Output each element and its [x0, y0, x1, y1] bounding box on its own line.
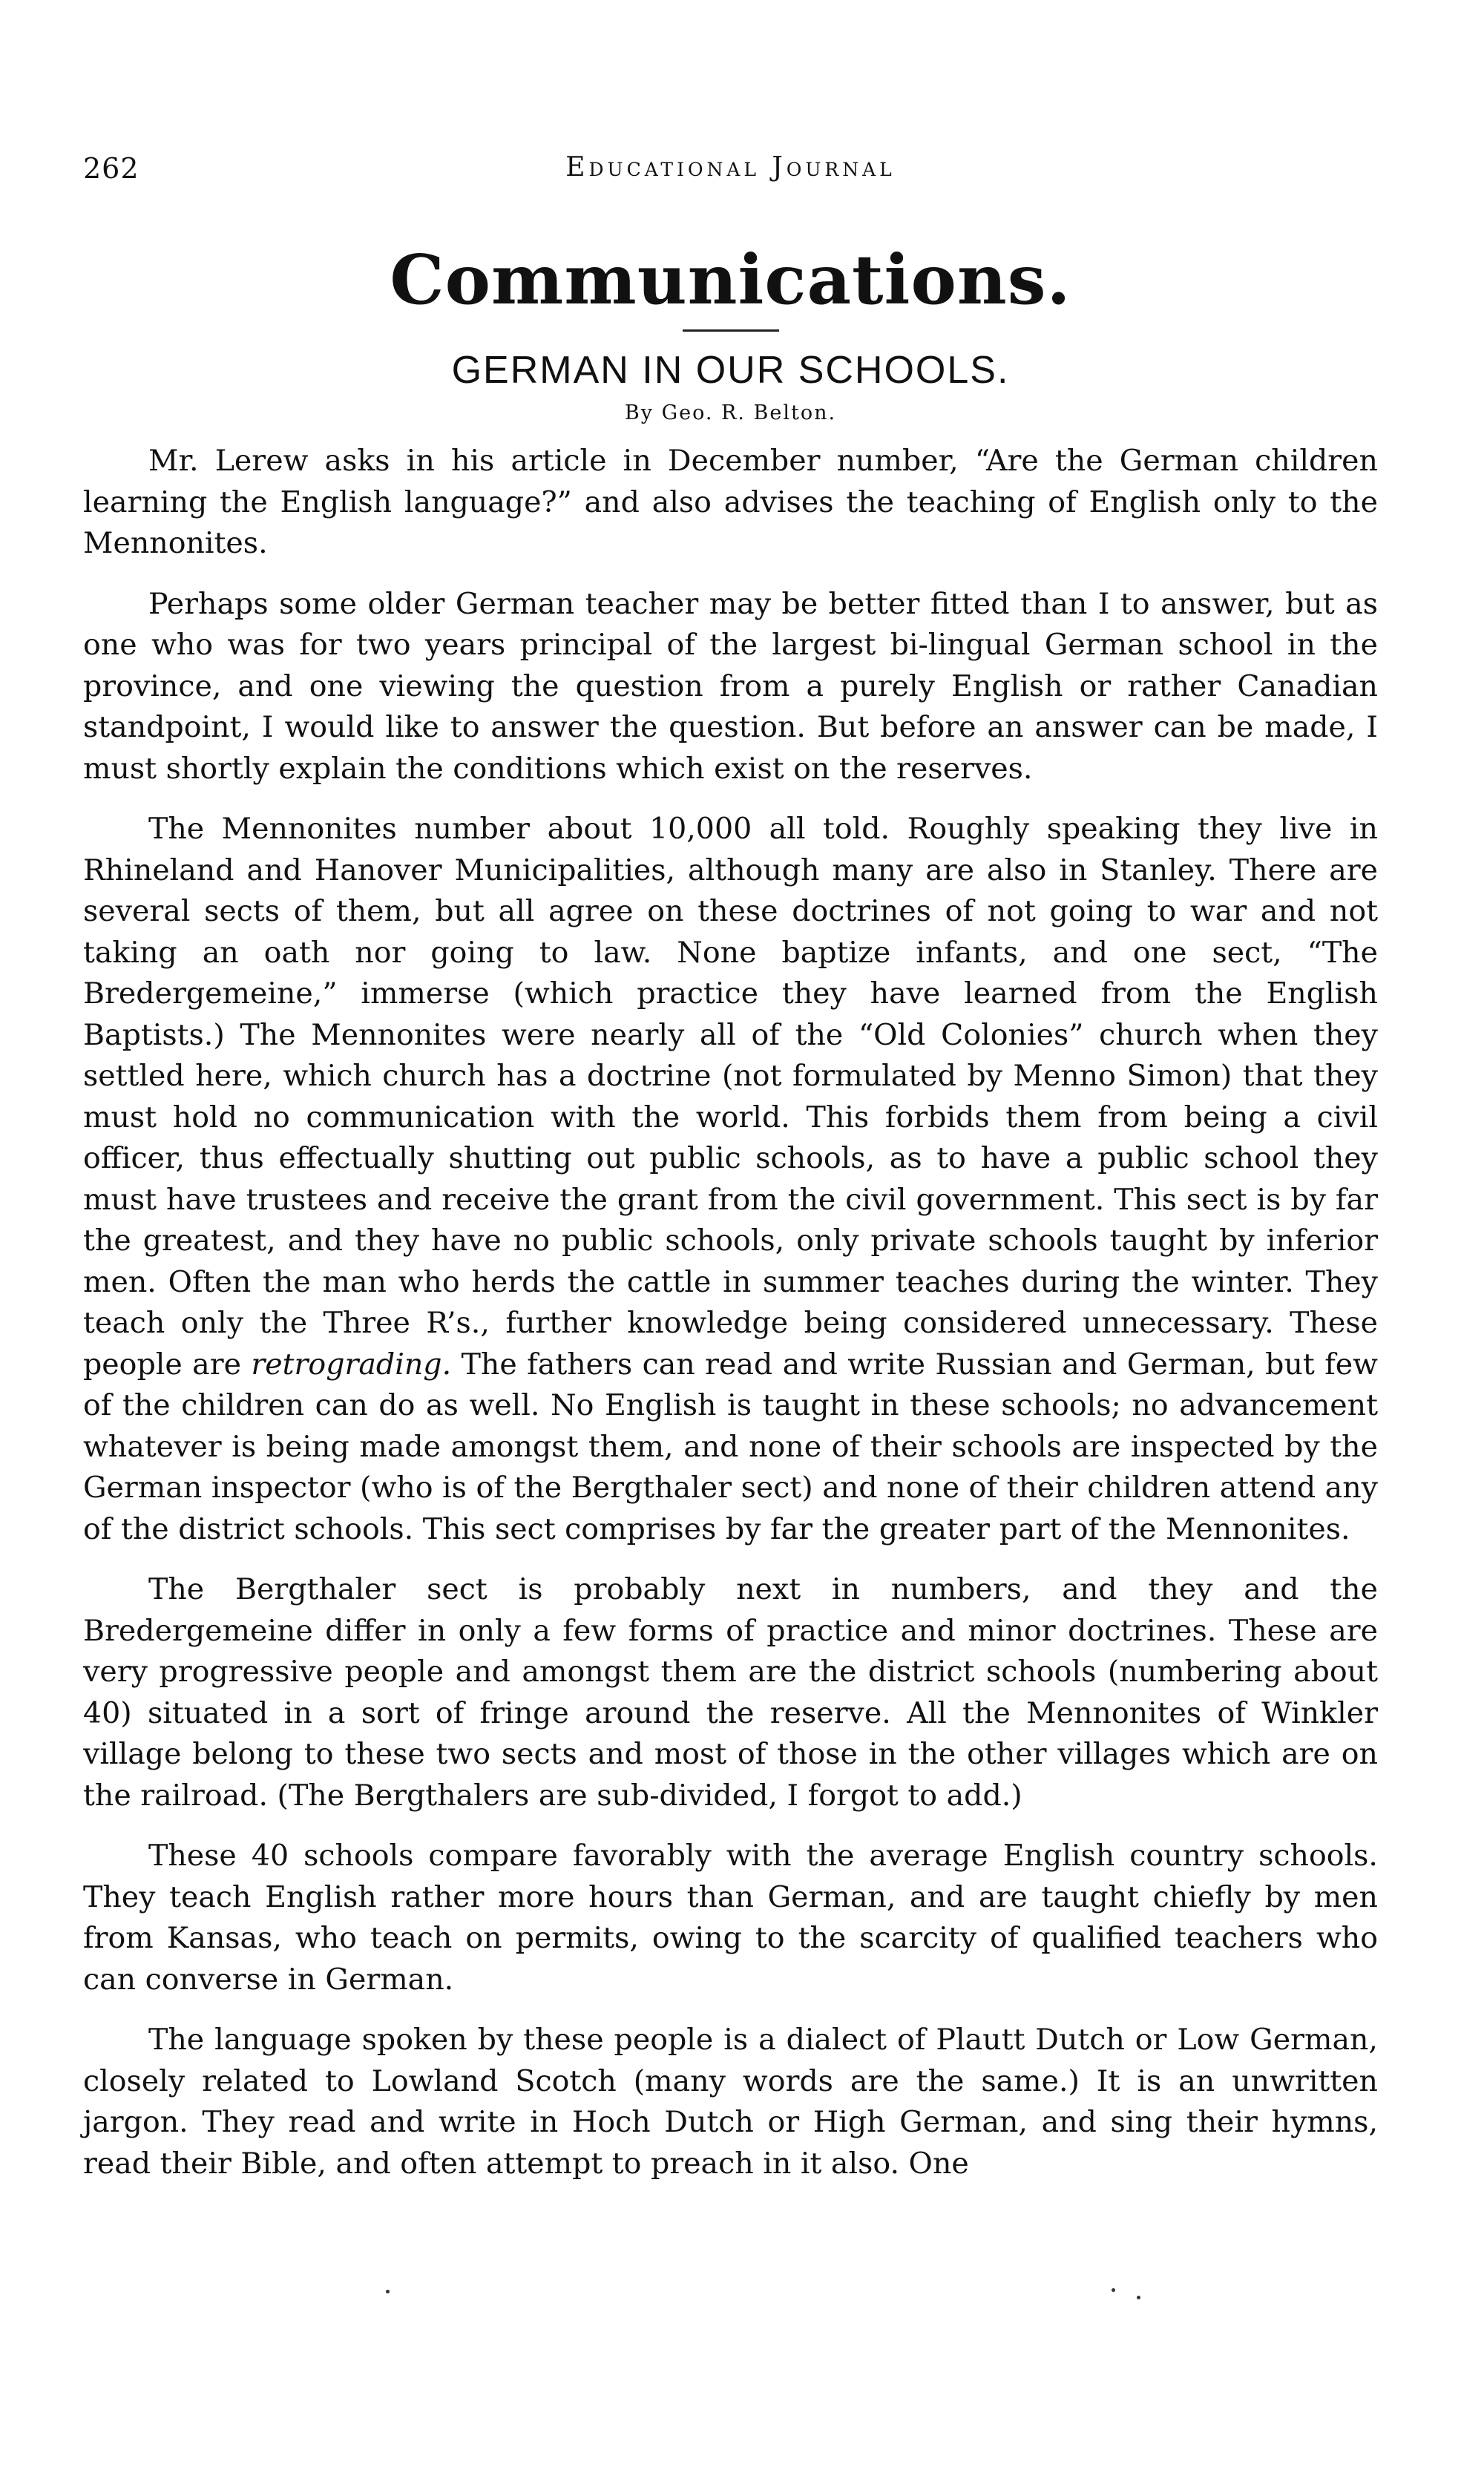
byline: By Geo. R. Belton. [624, 401, 837, 425]
article-title: GERMAN IN OUR SCHOOLS. [451, 349, 1010, 393]
italic-text: retrograding. [251, 1347, 452, 1382]
article-body [83, 441, 1378, 2184]
paragraph-text: The language spoken by these people is a dialect of Plautt Dutch or Low German, closely related to Lowland Scotch (many words are the same.) It is an unwritten jargon. They read and write in Hoch Dutch or High German, and sing their hymns, read their Bible, and often attempt to preach in it also. One [83, 2023, 1378, 2181]
paragraph-2 [83, 584, 1378, 790]
print-speck [1112, 2288, 1115, 2292]
heading-rule [683, 329, 779, 332]
paragraph-1 [83, 441, 1378, 565]
paragraph-text: The fathers can read and write Russian and German, but few of the children can do as well. No English is taught in these schools; no advancement whatever is being made amongst them, and none of their schools are inspected by the German inspector (who is of the Bergthaler sect) and none of their children attend any of the district schools. This sect comprises by far the greater part of the Mennonites. [83, 1347, 1378, 1546]
section-heading: Communications. [390, 240, 1071, 320]
journal-page [83, 152, 1378, 2204]
paragraph-text: These 40 schools compare favorably with the average English country schools. They teach English rather more hours than German, and are taught chiefly by men from Kansas, who teach on permits, owing to the scarcity of qualified teachers who can converse in German. [83, 1839, 1378, 1997]
paragraph-4 [83, 1569, 1378, 1816]
paragraph-text: Perhaps some older German teacher may be better fitted than I to answer, but as one who was for two years principal of the largest bi-lingual German school in the province, and one viewing the question from a purely English or rather Canadian standpoint, I would like to answer the question. But before an answer can be made, I must shortly explain the conditions which exist on the reserves. [83, 586, 1378, 786]
paragraph-3 [83, 809, 1378, 1550]
paragraph-text: The Bergthaler sect is probably next in numbers, and they and the Bredergemeine differ in only a few forms of practice and minor doctrines. These are very progressive people and amongst them are the district schools (numbering about 40) situated in a sort of fringe around the reserve. All the Mennonites of Winkler village belong to these two sects and most of those in the other villages which are on the railroad. (The Bergthalers are sub-divided, I forgot to add.) [83, 1572, 1378, 1813]
paragraph-text: Mr. Lerew asks in his article in December number, “Are the German children learning the English language?” and also advises the teaching of English only to the Mennonites. [83, 444, 1378, 561]
journal-title: Educational Journal [565, 152, 896, 183]
paragraph-6 [83, 2020, 1378, 2184]
page-number: 262 [83, 152, 139, 185]
print-specks [0, 2287, 1484, 2302]
print-speck [1137, 2296, 1140, 2299]
print-speck [386, 2290, 390, 2293]
running-head [83, 152, 1378, 197]
paragraph-5 [83, 1836, 1378, 2000]
paragraph-text: The Mennonites number about 10,000 all told. Roughly speaking they live in Rhineland and Hanover Municipalities, although many are also in Stanley. There are several sects of them, but all agree on these doctrines of not going to war and not taking an oath nor going to law. None baptize infants, and one sect, “The Bredergemeine,” immerse (which practice they have learned from the English Baptists.) The Mennonites were nearly all of the “Old Colonies” church when they settled here, which church has a doctrine (not formulated by Menno Simon) that they must hold no communication with the world. This forbids them from being a civil officer, thus effectually shutting out public schools, as to have a public school they must have trustees and receive the grant from the civil government. This sect is by far the greatest, and they have no public schools, only private schools taught by inferior men. Often the man who herds the cattle in summer teaches during the winter. They teach only the Three R’s., further knowledge being considered unnecessary. These people are [83, 812, 1378, 1382]
